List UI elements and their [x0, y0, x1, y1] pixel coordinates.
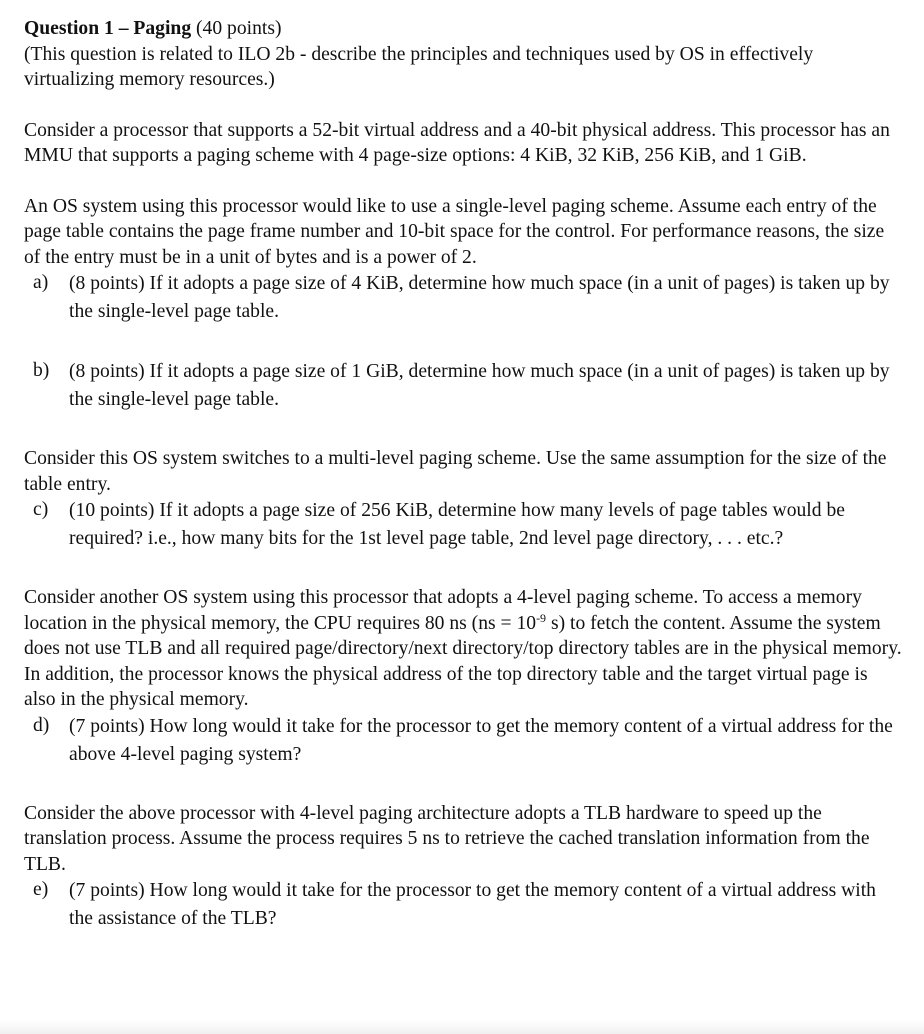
part-d-text: (7 points) How long would it take for the processor to get the memory content of a virtual address for the above 4-level paging system? — [69, 715, 893, 765]
intro-paragraph: Consider a processor that supports a 52-bit virtual address and a 40-bit physical address. This processor has an MMU that supports a paging scheme with 4 page-size options: 4 KiB, 32 KiB, 256 KiB, and 1 GiB. — [24, 119, 890, 166]
part-c-text: (10 points) If it adopts a page size of 256 KiB, determine how many levels of page tables would be required? i.e., how many bits for the 1st level page table, 2nd level page directory, . . . etc.? — [69, 500, 845, 549]
exponent: -9 — [536, 610, 547, 625]
part-a — [24, 270, 904, 326]
document-page — [24, 16, 904, 933]
question-title-bold: Question 1 – Paging — [24, 18, 192, 39]
spacer — [24, 169, 904, 194]
part-a-label: a) — [33, 272, 49, 293]
part-d — [24, 713, 904, 769]
page-bottom-shade — [0, 1020, 924, 1034]
part-c — [24, 497, 904, 553]
question-points: (40 points) — [191, 18, 282, 39]
four-level-text-end: s) to fetch the content. Assume the system does not use TLB and all required page/directory/next directory/top directory tables are in the physical memory. In addition, the processor knows the physical address of the top directory table and the target virtual page is also in the physical memory. — [24, 612, 902, 710]
part-e — [24, 877, 904, 933]
spacer — [24, 326, 904, 358]
spacer — [24, 769, 904, 801]
part-e-label: e) — [33, 879, 49, 900]
part-b-label: b) — [33, 360, 50, 381]
part-d-label: d) — [33, 714, 50, 736]
part-b — [24, 358, 904, 414]
question-title — [24, 16, 904, 42]
spacer — [24, 553, 904, 585]
four-level-paragraph — [24, 585, 904, 713]
part-b-text: (8 points) If it adopts a page size of 1 GiB, determine how much space (in a unit of pages) is taken up by the single-level page table. — [69, 361, 890, 410]
part-c-label: c) — [33, 499, 49, 520]
part-e-text: (7 points) How long would it take for the processor to get the memory content of a virtual address with the assistance of the TLB? — [69, 880, 876, 929]
part-a-text: (8 points) If it adopts a page size of 4 KiB, determine how much space (in a unit of pages) is taken up by the single-level page table. — [69, 273, 890, 322]
spacer — [24, 93, 904, 118]
spacer — [24, 414, 904, 446]
single-level-paragraph: An OS system using this processor would like to use a single-level paging scheme. Assume each entry of the page table contains the page frame number and 10-bit space for the control. For performance reasons, the size of the entry must be in a unit of bytes and is a power of 2. — [24, 195, 885, 268]
multi-level-paragraph: Consider this OS system switches to a multi-level paging scheme. Use the same assumption for the size of the table entry. — [24, 448, 887, 495]
four-level-text-start: Consider another OS system using this processor that adopts a 4-level paging scheme. To access a memory location in the physical memory, the CPU requires 80 ns (ns = 10 — [24, 587, 862, 634]
ilo-note: (This question is related to ILO 2b - describe the principles and techniques used by OS in effectively virtualizing memory resources.) — [24, 43, 814, 90]
tlb-paragraph: Consider the above processor with 4-level paging architecture adopts a TLB hardware to speed up the translation process. Assume the process requires 5 ns to retrieve the cached translation information from the TLB. — [24, 802, 870, 875]
